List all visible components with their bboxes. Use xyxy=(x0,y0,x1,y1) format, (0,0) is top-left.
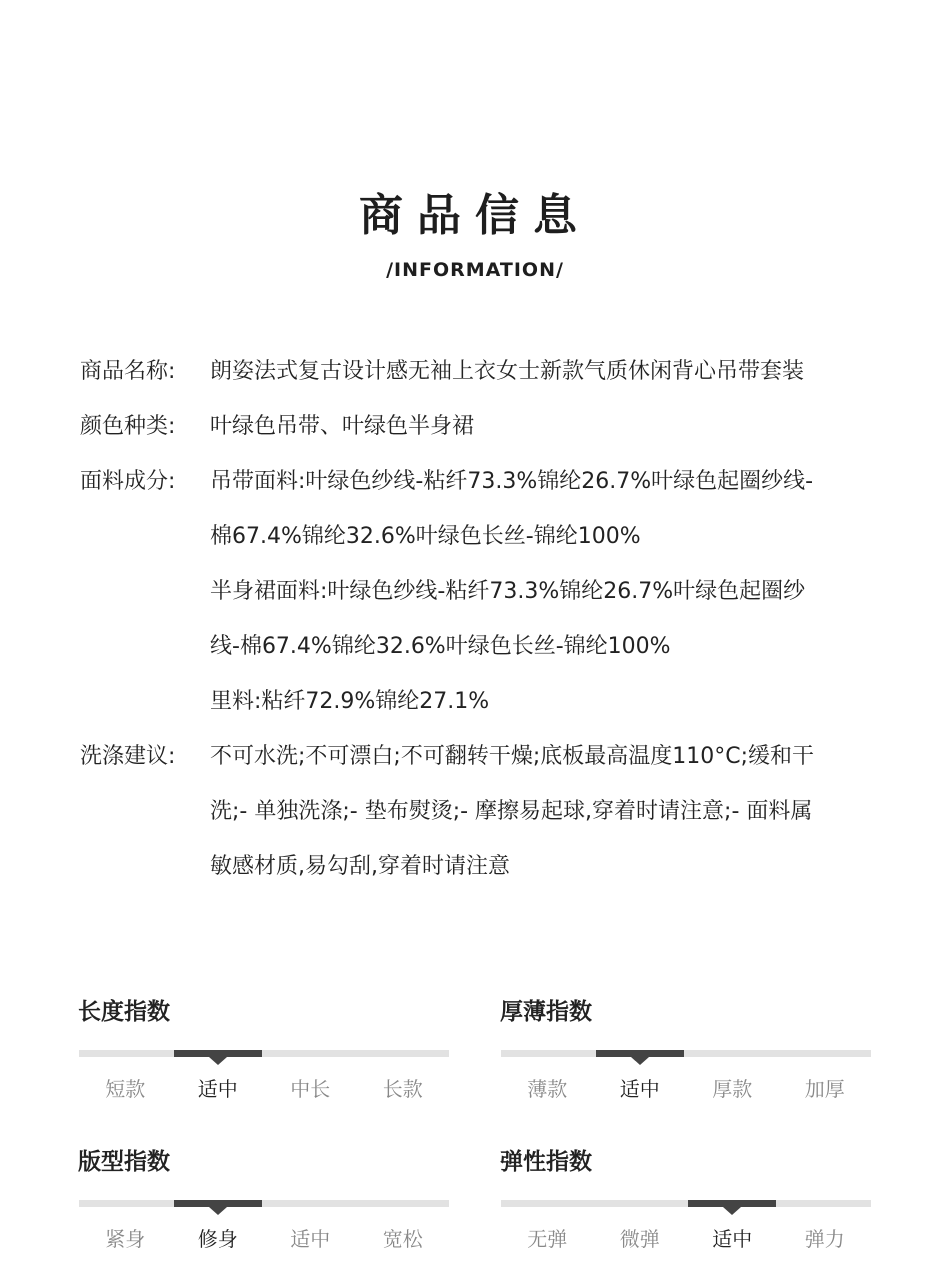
info-line: 线-棉67.4%锦纶32.6%叶绿色长丝-锦纶100% xyxy=(210,634,671,659)
info-row-fabric xyxy=(80,454,880,729)
index-active-segment xyxy=(174,1200,262,1207)
info-line: 半身裙面料:叶绿色纱线-粘纤73.3%锦纶26.7%叶绿色起圈纱 xyxy=(210,579,806,604)
elasticity-index xyxy=(500,1140,872,1251)
index-option: 弹力 xyxy=(804,1227,845,1251)
index-option: 适中 xyxy=(712,1227,753,1251)
product-info xyxy=(80,344,880,894)
fit-index xyxy=(78,1140,450,1251)
index-option: 微弹 xyxy=(619,1227,660,1251)
pointer-icon xyxy=(723,1207,741,1215)
info-line: 洗;- 单独洗涤;- 垫布熨烫;- 摩擦易起球,穿着时请注意;- 面料属 xyxy=(210,799,813,824)
info-line: 棉67.4%锦纶32.6%叶绿色长丝-锦纶100% xyxy=(210,524,641,549)
index-title: 弹性指数 xyxy=(500,1149,592,1175)
info-line: 吊带面料:叶绿色纱线-粘纤73.3%锦纶26.7%叶绿色起圈纱线- xyxy=(210,469,814,494)
info-line: 叶绿色吊带、叶绿色半身裙 xyxy=(210,414,475,439)
info-value xyxy=(210,344,872,399)
index-option: 长款 xyxy=(382,1077,423,1101)
index-option: 厚款 xyxy=(712,1077,753,1101)
index-option: 适中 xyxy=(619,1077,660,1101)
index-active-segment xyxy=(174,1050,262,1057)
index-option: 修身 xyxy=(197,1227,238,1251)
pointer-icon xyxy=(631,1057,649,1065)
info-label: 商品名称: xyxy=(80,359,176,384)
index-options xyxy=(501,1074,871,1104)
info-row-washing xyxy=(80,729,880,894)
page-subtitle: /INFORMATION/ xyxy=(386,259,564,281)
index-option: 薄款 xyxy=(527,1077,568,1101)
index-track xyxy=(501,1050,871,1057)
index-option: 加厚 xyxy=(804,1077,845,1101)
info-value xyxy=(210,454,872,729)
thickness-index xyxy=(500,990,872,1101)
info-line: 朗姿法式复古设计感无袖上衣女士新款气质休闲背心吊带套装 xyxy=(210,359,805,384)
index-options xyxy=(79,1224,449,1254)
index-option: 中长 xyxy=(290,1077,331,1101)
info-line: 里料:粘纤72.9%锦纶27.1% xyxy=(210,689,490,714)
index-option: 宽松 xyxy=(382,1227,423,1251)
index-track xyxy=(79,1050,449,1057)
index-title: 厚薄指数 xyxy=(500,999,592,1025)
index-track xyxy=(79,1200,449,1207)
index-options xyxy=(79,1074,449,1104)
index-title: 长度指数 xyxy=(78,999,170,1025)
page-title: 商品信息 xyxy=(359,190,591,241)
index-option: 适中 xyxy=(290,1227,331,1251)
info-row-colors xyxy=(80,399,880,454)
info-value xyxy=(210,729,872,894)
index-options xyxy=(501,1224,871,1254)
info-label: 面料成分: xyxy=(80,469,176,494)
info-line: 敏感材质,易勾刮,穿着时请注意 xyxy=(210,854,510,879)
info-label: 洗涤建议: xyxy=(80,744,176,769)
info-label: 颜色种类: xyxy=(80,414,176,439)
info-row-name xyxy=(80,344,880,399)
index-option: 紧身 xyxy=(105,1227,146,1251)
index-active-segment xyxy=(688,1200,776,1207)
index-track xyxy=(501,1200,871,1207)
index-option: 短款 xyxy=(105,1077,146,1101)
index-title: 版型指数 xyxy=(78,1149,170,1175)
info-line: 不可水洗;不可漂白;不可翻转干燥;底板最高温度110°C;缓和干 xyxy=(210,744,815,769)
pointer-icon xyxy=(209,1207,227,1215)
length-index xyxy=(78,990,450,1101)
index-active-segment xyxy=(596,1050,684,1057)
index-option: 适中 xyxy=(197,1077,238,1101)
index-option: 无弹 xyxy=(527,1227,568,1251)
info-value xyxy=(210,399,872,454)
pointer-icon xyxy=(209,1057,227,1065)
